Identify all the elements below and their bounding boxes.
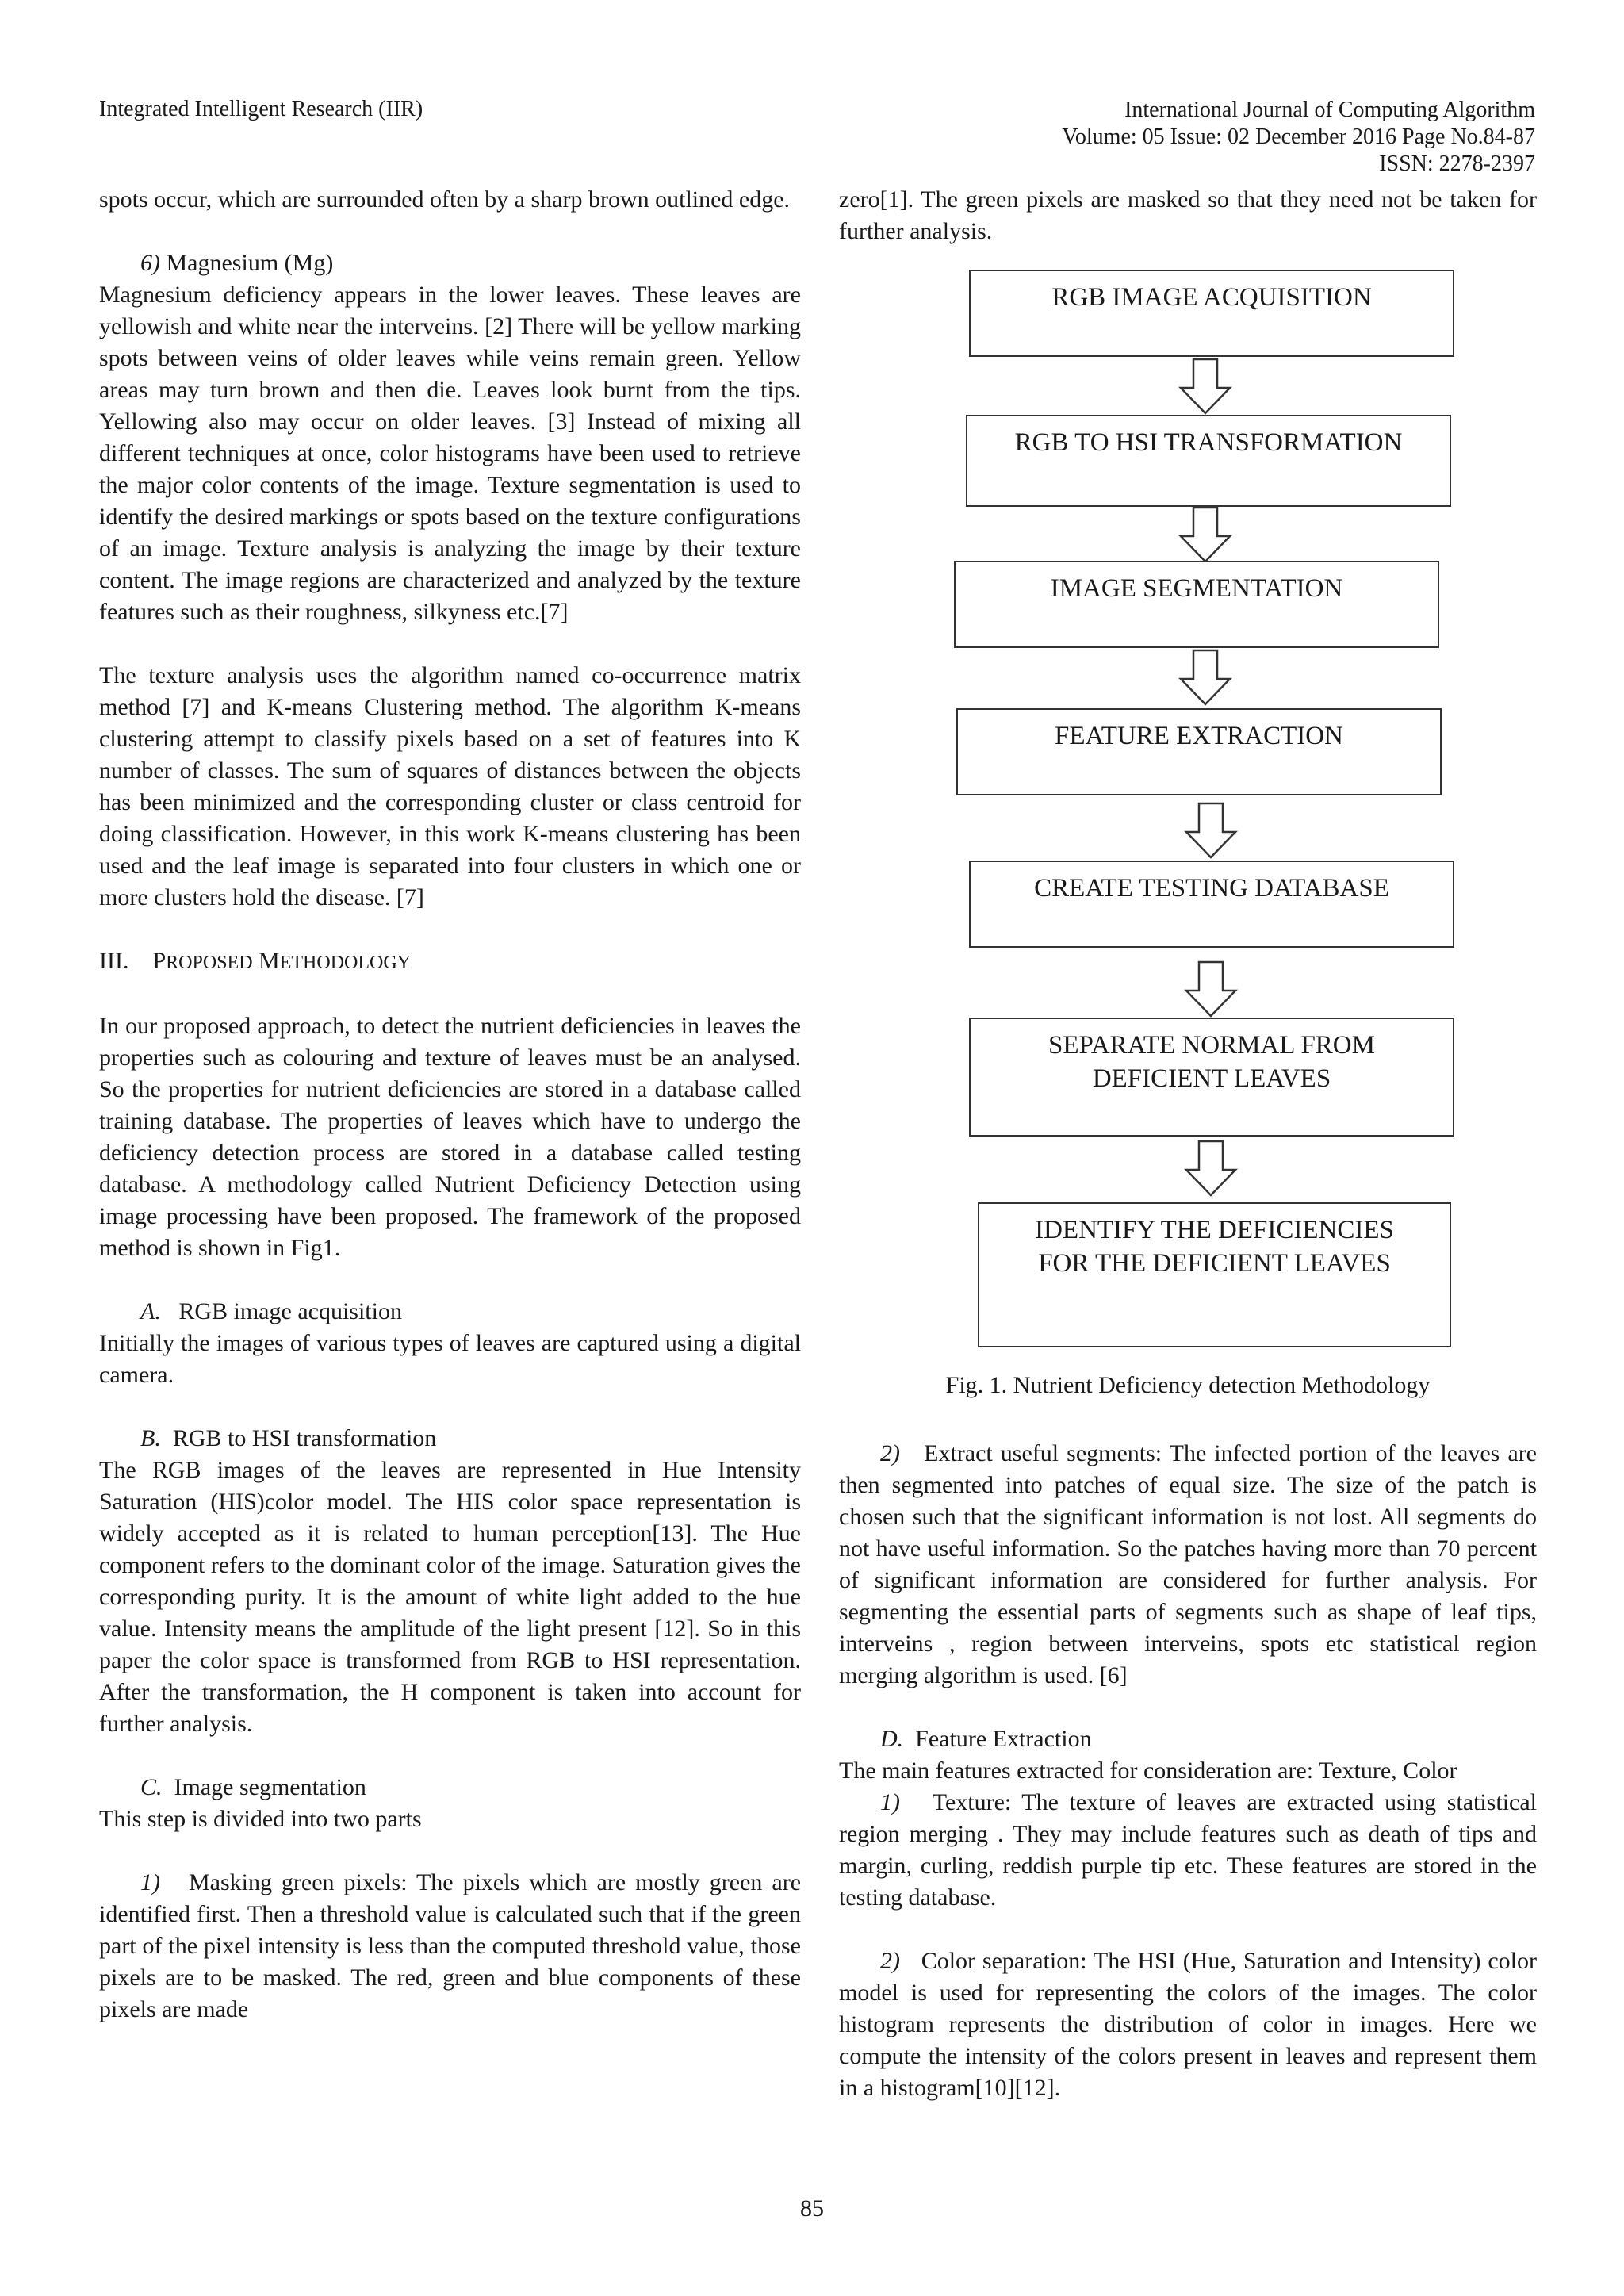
running-header-right xyxy=(1062,97,1535,178)
running-header-left: Integrated Intelligent Research (IIR) xyxy=(99,97,423,121)
flow-box-rgb-acquisition: RGB IMAGE ACQUISITION xyxy=(969,270,1454,357)
subsection-heading-c: C. Image segmentation xyxy=(140,1774,366,1800)
paragraph: In our proposed approach, to detect the nutrient deficiencies in leaves the properties such as colouring and texture of leaves must be an analysed. So the properties for nutrient deficiencies are stored in a database called training database. The properties of leaves which have to undergo the deficiency detection process are stored in a database called testing database. A methodology called Nutrient Deficiency Detection using image processing have been proposed. The framework of the proposed method is shown in Fig1. xyxy=(99,1013,801,1261)
paragraph: 2) Extract useful segments: The infected portion of the leaves are then segmented into patches of equal size. The size of the patch is chosen such that the significant information is not lost. All segments do not have useful information. So the patches having more than 70 percent of significant information are considered for further analysis. For segmenting the essential parts of segments such as shape of leaf tips, interveins , region between interveins, spots etc statistical region merging algorithm is used. [6] xyxy=(839,1440,1537,1688)
down-arrow-icon xyxy=(1183,1140,1239,1197)
subsection-heading-b: B. RGB to HSI transformation xyxy=(140,1425,437,1451)
down-arrow-icon xyxy=(1178,358,1233,415)
volume-info: Volume: 05 Issue: 02 December 2016 Page No.84-87 xyxy=(1062,125,1535,149)
down-arrow-icon xyxy=(1183,802,1239,859)
down-arrow-icon xyxy=(1178,649,1233,706)
paragraph: This step is divided into two parts xyxy=(99,1806,422,1832)
paragraph: Magnesium deficiency appears in the lower leaves. These leaves are yellowish and white near the interveins. [2] There will be yellow marking spots between veins of older leaves while veins remain green. Yellow areas may turn brown and then die. Leaves look burnt from the tips. Yellowing also may occur on older leaves. [3] Instead of mixing all different techniques at once, color histograms have been used to retrieve the major color contents of the image. Texture segmentation is used to identify the desired markings or spots based on the texture configurations of an image. Texture analysis is analyzing the image by their texture content. The image regions are characterized and analyzed by the texture features such as their roughness, silkyness etc.[7] xyxy=(99,282,801,625)
subsection-heading-magnesium: 6) Magnesium (Mg) xyxy=(140,250,334,276)
page-number: 85 xyxy=(800,2195,824,2221)
paragraph: The RGB images of the leaves are represented in Hue Intensity Saturation (HIS)color model. The HIS color space representation is widely accepted as it is related to human perception[13]. The Hue component refers to the dominant color of the image. Saturation gives the corresponding purity. It is the amount of white light added to the hue value. Intensity means the amplitude of the light present [12]. So in this paper the color space is transformed from RGB to HSI representation. After the transformation, the H component is taken into account for further analysis. xyxy=(99,1457,801,1737)
paragraph: spots occur, which are surrounded often by a sharp brown outlined edge. xyxy=(99,186,791,213)
figure-caption: Fig. 1. Nutrient Deficiency detection Methodology xyxy=(945,1372,1431,1398)
paragraph: Initially the images of various types of leaves are captured using a digital camera. xyxy=(99,1330,801,1388)
paragraph: zero[1]. The green pixels are masked so that they need not be taken for further analysis. xyxy=(839,186,1537,244)
left-column xyxy=(99,184,801,2026)
down-arrow-icon xyxy=(1178,506,1233,563)
right-column-bottom xyxy=(839,1438,1537,2104)
subsection-heading-a: A. RGB image acquisition xyxy=(140,1298,402,1324)
paragraph: 2) Color separation: The HSI (Hue, Saturation and Intensity) color model is used for representing the colors of the images. The color histogram represents the distribution of color in images. Here we compute the intensity of the colors present in leaves and represent them in a histogram[10][12]. xyxy=(839,1948,1537,2101)
paragraph: The texture analysis uses the algorithm named co-occurrence matrix method [7] and K-means Clustering method. The algorithm K-means clustering attempt to classify pixels based on a set of features into K number of classes. The sum of squares of distances between the objects has been minimized and the corresponding cluster or class centroid for doing classification. However, in this work K-means clustering has been used and the leaf image is separated into four clusters in which one or more clusters hold the disease. [7] xyxy=(99,662,801,910)
issn: ISSN: 2278-2397 xyxy=(1379,151,1535,176)
flow-box-identify-deficiencies: IDENTIFY THE DEFICIENCIES FOR THE DEFICIENT LEAVES xyxy=(978,1202,1451,1347)
flow-box-feature-extraction: FEATURE EXTRACTION xyxy=(956,708,1442,795)
flow-box-testing-database: CREATE TESTING DATABASE xyxy=(969,861,1454,948)
flow-box-image-segmentation: IMAGE SEGMENTATION xyxy=(954,561,1439,648)
section-heading: III. PROPOSED METHODOLOGY xyxy=(99,948,412,974)
paragraph: 1) Texture: The texture of leaves are extracted using statistical region merging . They may include features such as death of tips and margin, curling, reddish purple tip etc. These features are stored in the testing database. xyxy=(839,1789,1538,1911)
journal-name: International Journal of Computing Algorithm xyxy=(1124,98,1535,122)
paragraph: The main features extracted for consideration are: Texture, Color xyxy=(839,1757,1457,1784)
right-column-top xyxy=(839,184,1537,247)
flow-box-rgb-to-hsi: RGB TO HSI TRANSFORMATION xyxy=(966,415,1451,507)
paragraph: 1) Masking green pixels: The pixels which are mostly green are identified first. Then a threshold value is calculated such that if the green part of the pixel intensity is less than the computed threshold value, those pixels are to be masked. The red, green and blue components of these pixels are made xyxy=(99,1869,802,2022)
flow-box-separate-leaves: SEPARATE NORMAL FROM DEFICIENT LEAVES xyxy=(969,1018,1454,1137)
down-arrow-icon xyxy=(1183,960,1239,1018)
subsection-heading-d: D. Feature Extraction xyxy=(880,1726,1092,1752)
